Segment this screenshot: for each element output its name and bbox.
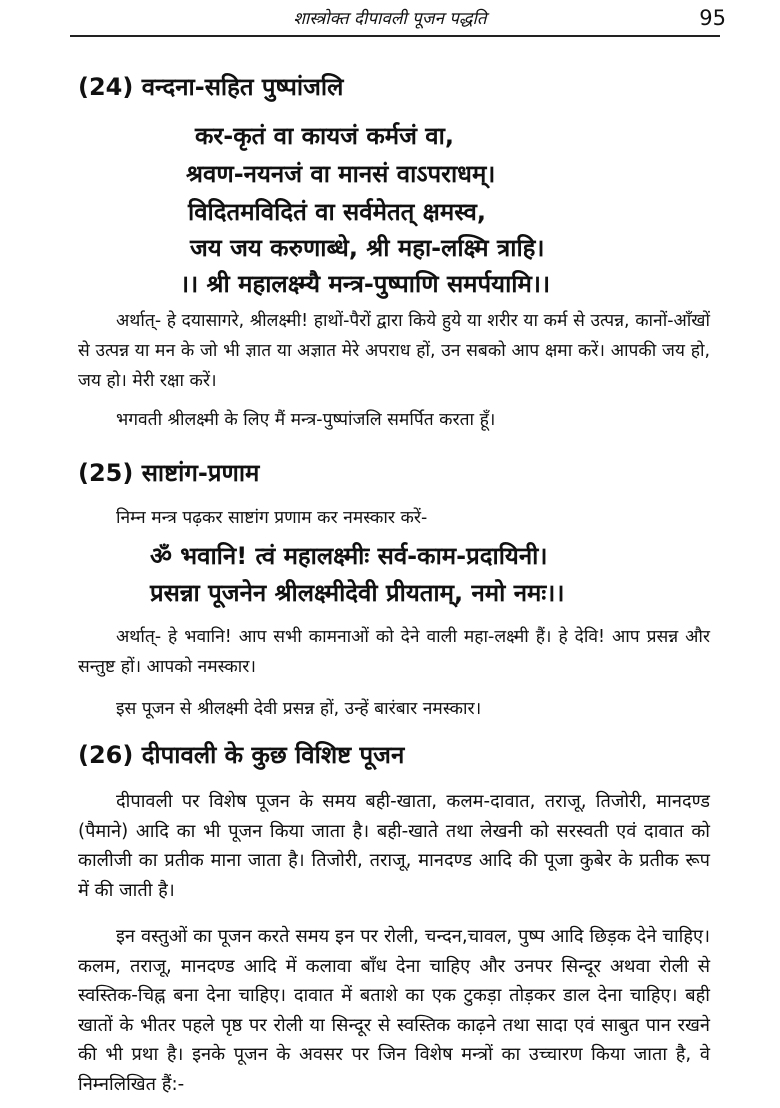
- section-25-meaning: अर्थात्- हे भवानि! आप सभी कामनाओं को देने वाली महा-लक्ष्मी हैं। हे देवि! आप प्रसन्न और सन्तुष्ट हों। आपको नमस्कार।: [78, 627, 710, 677]
- section-24-offering: भगवती श्रीलक्ष्मी के लिए मैं मन्त्र-पुष्पांजलि समर्पित करता हूँ।: [116, 410, 496, 430]
- section-25-verse-line-1: ॐ भवानि! त्वं महालक्ष्मीः सर्व-काम-प्रदायिनी।: [150, 542, 548, 570]
- section-26-paragraph-2: इन वस्तुओं का पूजन करते समय इन पर रोली, चन्दन,चावल, पुष्प आदि छिड़क देने चाहिए। कलम, तराजू, मानदण्ड आदि में कलावा बाँध देना चाहिए और उनपर सिन्दूर अथवा रोली से स्वस्तिक-चिह्न बना देना चाहिए। दावात में बताशे का एक टुकड़ा तोड़कर डाल देना चाहिए। बही खातों के भीतर पहले पृष्ठ पर रोली या सिन्दूर से स्वस्तिक काढ़ने तथा सादा एवं साबुत पान रखने की भी प्रथा है। इनके पूजन के अवसर पर जिन विशेष मन्त्रों का उच्चारण किया जाता है, वे निम्नलिखित हैं:-: [78, 926, 710, 1095]
- section-24-heading: (24) वन्दना-सहित पुष्पांजलि: [78, 73, 344, 101]
- section-24-verse-line-2: श्रवण-नयनजं वा मानसं वाऽपराधम्।: [186, 160, 496, 188]
- running-header: [0, 6, 780, 34]
- section-24-verse-line-3: विदितमविदितं वा सर्वमेतत् क्षमस्व,: [188, 198, 487, 226]
- running-title: शास्त्रोक्त दीपावली पूजन पद्धति: [293, 9, 487, 29]
- section-25-instruction: निम्न मन्त्र पढ़कर साष्टांग प्रणाम कर नमस्कार करें-: [116, 508, 428, 528]
- header-rule: [70, 35, 720, 37]
- page-number: 95: [699, 6, 726, 30]
- section-25-verse-line-2: प्रसन्ना पूजनेन श्रीलक्ष्मीदेवी प्रीयताम्, नमो नमः।।: [150, 579, 565, 607]
- section-24-verse-line-4: जय जय करुणाब्धे, श्री महा-लक्ष्मि त्राहि।: [190, 234, 545, 262]
- section-24-verse-line-1: कर-कृतं वा कायजं कर्मजं वा,: [195, 122, 454, 150]
- section-25-heading: (25) साष्टांग-प्रणाम: [78, 459, 260, 487]
- section-26-heading: (26) दीपावली के कुछ विशिष्ट पूजन: [78, 741, 405, 769]
- section-24-verse-line-5: ।। श्री महालक्ष्म्यै मन्त्र-पुष्पाणि समर्पयामि।।: [180, 270, 551, 298]
- section-26-paragraph-1: दीपावली पर विशेष पूजन के समय बही-खाता, कलम-दावात, तराजू, तिजोरी, मानदण्ड (पैमाने) आदि का भी पूजन किया जाता है। बही-खाते तथा लेखनी को सरस्वती एवं दावात को कालीजी का प्रतीक माना जाता है। तिजोरी, तराजू, मानदण्ड आदि की पूजा कुबेर के प्रतीक रूप में की जाती है।: [78, 791, 710, 901]
- section-25-closing: इस पूजन से श्रीलक्ष्मी देवी प्रसन्न हों, उन्हें बारंबार नमस्कार।: [116, 699, 482, 719]
- section-24-meaning: अर्थात्- हे दयासागरे, श्रीलक्ष्मी! हाथों-पैरों द्वारा किये हुये या शरीर या कर्म से उत्पन्न, कानों-आँखों से उत्पन्न या मन के जो भी ज्ञात या अज्ञात मेरे अपराध हों, उन सबको आप क्षमा करें। आपकी जय हो, जय हो। मेरी रक्षा करें।: [78, 311, 710, 391]
